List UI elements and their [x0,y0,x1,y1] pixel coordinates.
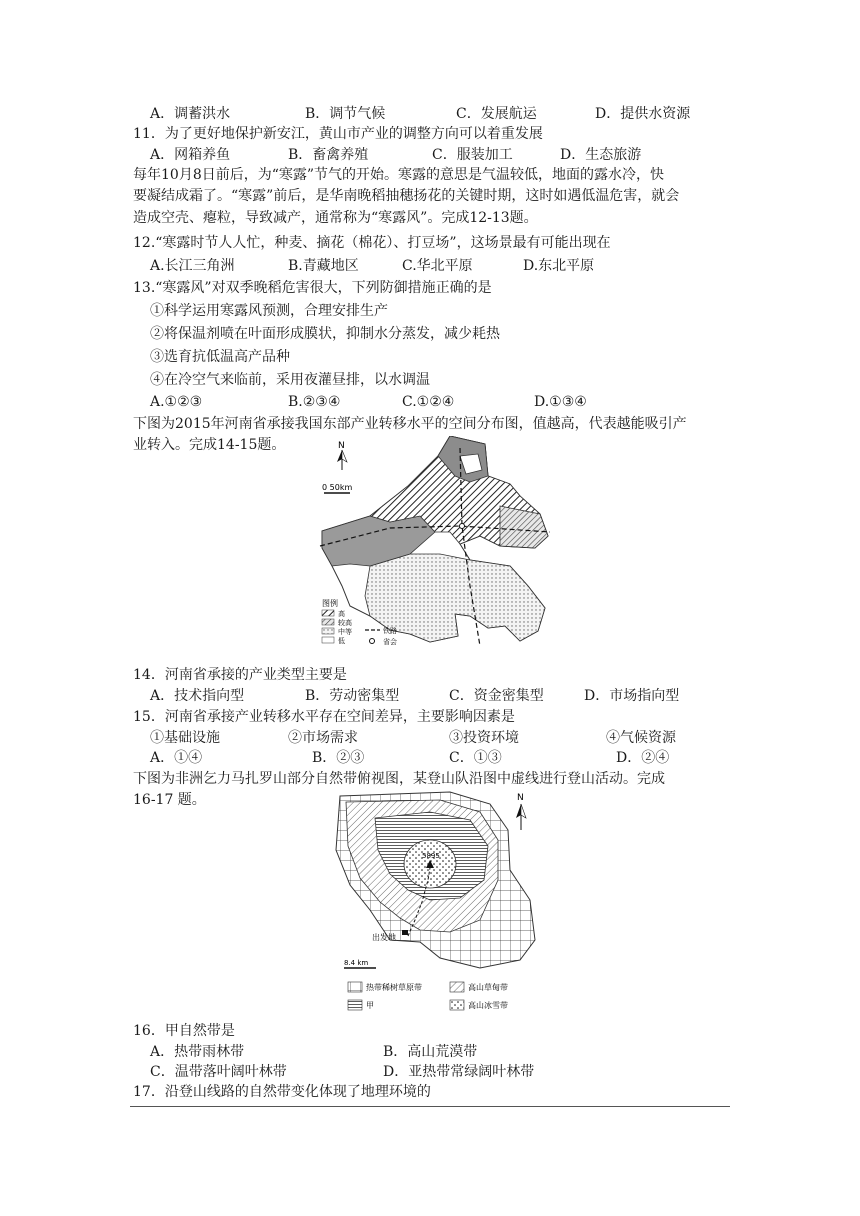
north-arrow-icon [337,450,347,470]
passage-16-17-line-1: 下图为非洲乞力马扎罗山部分自然带俯视图，某登山队沿图中虚线进行登山活动。完成 [133,771,665,787]
q14-option-a: A．技术指向型 [150,688,245,704]
kilimanjaro-natural-belts-map [330,790,550,1018]
q11-option-b: B．畜禽养殖 [288,147,369,163]
q10-option-a: A．调蓄洪水 [150,106,231,122]
capital-legend-icon [370,639,375,644]
q13-item-2: ②将保温剂喷在叶面形成膜状，抑制水分蒸发，减少耗热 [150,326,500,342]
map1-legend-title: 图例 [322,599,338,608]
q12-option-d: D.东北平原 [523,258,595,274]
passage-12-13-line-2: 要凝结成霜了。“寒露”前后，是华南晚稻抽穗扬花的关键时期，这时如遇低温危害，就会 [133,188,680,204]
map1-legend-low: 低 [338,637,345,645]
start-point-icon [402,930,408,935]
q12-option-b: B.青藏地区 [288,258,359,274]
q10-option-b: B．调节气候 [305,106,386,122]
map2-legend-meadow: 高山草甸带 [468,983,508,992]
q13-stem: 13.“寒露风”对双季晚稻危害很大，下列防御措施正确的是 [133,280,492,296]
q16-option-a: A．热带雨林带 [150,1044,245,1060]
map1-legend-medium: 中等 [338,628,352,636]
q13-option-c: C.①②④ [402,394,455,410]
henan-industry-transfer-map [310,436,560,660]
q15-item-3: ③投资环境 [449,730,519,746]
q13-option-d: D.①③④ [534,394,587,410]
map2-north-label: N [517,793,524,803]
q14-option-b: B．劳动密集型 [305,688,400,704]
q15-stem: 15．河南省承接产业转移水平存在空间差异，主要影响因素是 [133,709,515,725]
q15-option-b: B．②③ [312,750,365,766]
map1-scale-label: 0 50km [322,483,353,492]
q17-stem: 17．沿登山线路的自然带变化体现了地理环境的 [133,1084,431,1100]
map2-start-label: 出发地 [372,933,396,942]
q15-item-1: ①基础设施 [150,730,220,746]
map2-legend-jia: 甲 [366,1001,374,1010]
map2-legend-savanna: 热带稀树草原带 [366,983,422,992]
north-arrow-icon [516,804,526,830]
q10-option-c: C．发展航运 [456,106,537,122]
q16-option-b: B．高山荒漠带 [383,1044,478,1060]
map2-legend-snow: 高山冰雪带 [468,1001,508,1010]
q16-stem: 16．甲自然带是 [133,1023,235,1039]
passage-12-13-line-1: 每年10月8日前后，为“寒露”节气的开始。寒露的意思是气温较低，地面的露水冷，快 [133,167,665,183]
q12-stem: 12.“寒露时节人人忙，种麦、摘花（棉花）、打豆场”，这场景最有可能出现在 [133,235,611,251]
q10-option-d: D．提供水资源 [595,106,691,122]
q15-item-2: ②市场需求 [288,730,358,746]
passage-16-17-line-2: 16-17 题。 [133,792,206,808]
q16-option-c: C．温带落叶阔叶林带 [150,1064,287,1080]
passage-14-15-line-1: 下图为2015年河南省承接我国东部产业转移水平的空间分布图，值越高，代表越能吸引产 [133,416,687,432]
q13-item-4: ④在冷空气来临前，采用夜灌昼排，以水调温 [150,372,430,388]
map1-legend-high: 高 [338,610,345,618]
q11-option-c: C．服装加工 [432,147,513,163]
q15-item-4: ④气候资源 [606,730,676,746]
q11-option-d: D．生态旅游 [560,147,642,163]
map1-legend-railway: 铁路 [383,627,397,635]
map1-legend-higher: 较高 [338,619,352,627]
q11-stem: 11．为了更好地保护新安江，黄山市产业的调整方向可以着重发展 [133,126,543,142]
q16-option-d: D．亚热带常绿阔叶林带 [383,1064,535,1080]
q13-item-1: ①科学运用寒露风预测，合理安排生产 [150,303,388,319]
q14-option-d: D．市场指向型 [584,688,680,704]
q13-option-a: A.①②③ [150,394,203,410]
q12-option-a: A.长江三角洲 [150,258,235,274]
map1-legend-capital: 省会 [383,638,397,646]
page-bottom-rule [130,1106,730,1107]
passage-14-15-line-2: 业转入。完成14-15题。 [133,437,286,453]
passage-12-13-line-3: 造成空壳、瘪粒，导致减产，通常称为“寒露风”。完成12-13题。 [133,210,538,226]
map2-scale-label: 8.4 km [344,959,369,967]
q12-option-c: C.华北平原 [402,258,473,274]
map1-north-label: N [338,441,345,451]
map2-peak-label: 5895 [422,852,440,860]
q13-option-b: B.②③④ [288,394,341,410]
q13-item-3: ③选育抗低温高产品种 [150,349,290,365]
q14-stem: 14．河南省承接的产业类型主要是 [133,667,347,683]
q11-option-a: A．网箱养鱼 [150,147,231,163]
q14-option-c: C．资金密集型 [449,688,544,704]
q15-option-d: D．②④ [616,750,670,766]
q15-option-a: A．①④ [150,750,203,766]
q15-option-c: C．①③ [449,750,502,766]
